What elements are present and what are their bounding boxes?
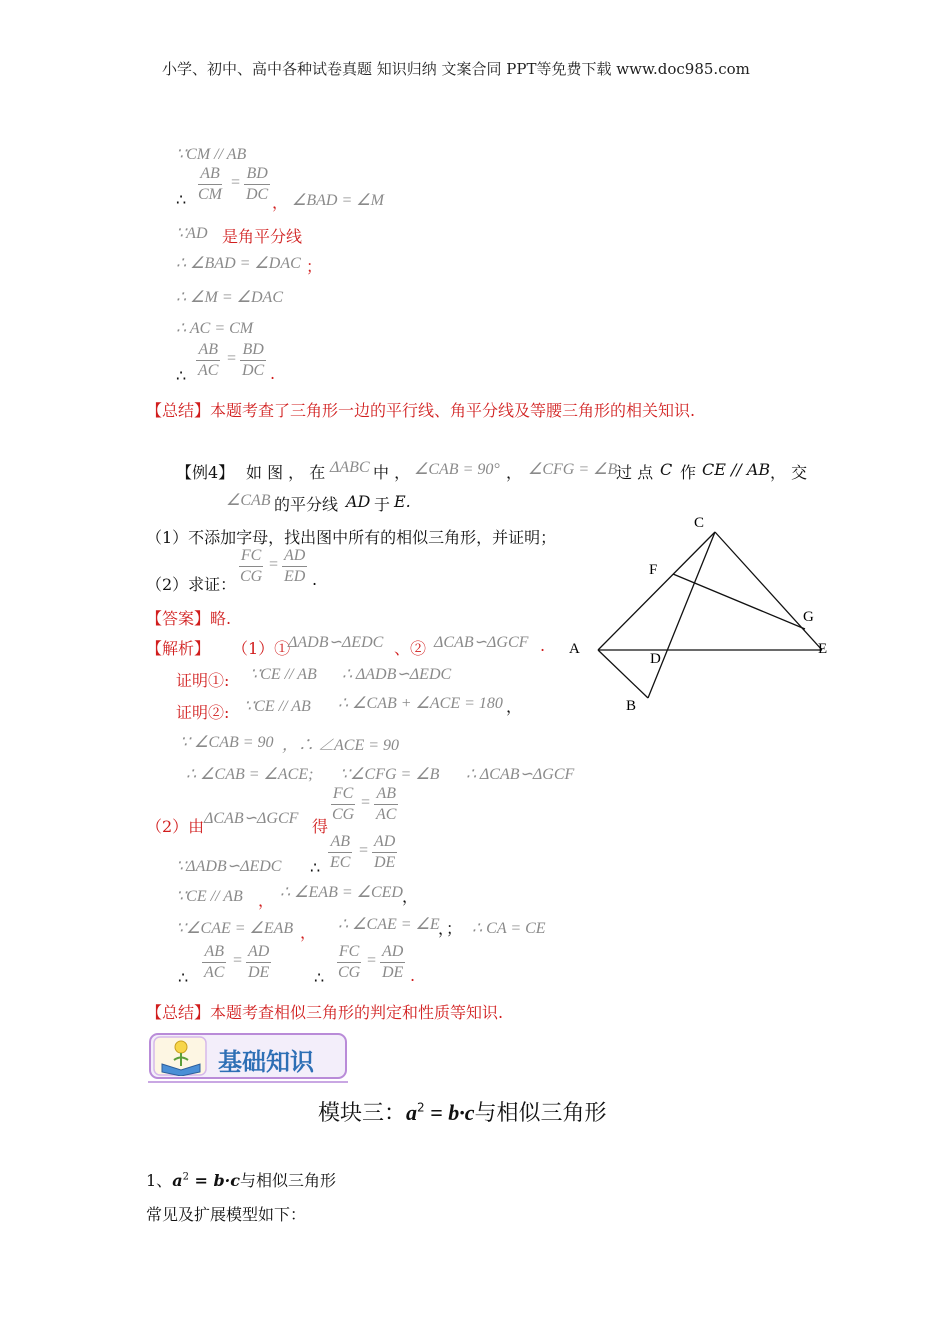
page-header: 小学、初中、高中各种试卷真题 知识归纳 文案合同 PPT等免费下载 www.doc985.com: [162, 60, 750, 78]
analysis-l6a: ∵ΔADB∽ΔEDC: [176, 858, 282, 875]
example-text-2c: AD: [346, 492, 371, 511]
fraction-bd-dc: [244, 164, 270, 205]
fraction-numerator: AD: [246, 942, 271, 963]
fraction-ad-ed: [282, 546, 307, 587]
period: .: [410, 966, 416, 985]
module-formula-rest: = b·c: [424, 1100, 475, 1125]
fraction-denominator: DC: [246, 186, 269, 203]
fraction-denominator: DE: [374, 854, 396, 871]
fraction-numerator: BD: [244, 164, 269, 185]
fraction-ab-ac-3: [202, 942, 226, 983]
period: .: [270, 364, 276, 383]
equals-sign: =: [232, 952, 243, 969]
label-a: A: [569, 641, 580, 657]
proof-line-3b: 是角平分线: [222, 227, 303, 246]
proof-2-label: 证明②:: [176, 703, 230, 722]
example-text-1f: ∠CFG = ∠B: [528, 461, 618, 478]
therefore-symbol: ∴: [176, 190, 187, 209]
analysis-l8b: ，: [300, 923, 317, 942]
proof-line-3a: ∵AD: [176, 225, 208, 242]
analysis-l8c: ∴ ∠CAE = ∠E: [338, 916, 440, 933]
analysis-l4b: ∵∠CFG = ∠B: [340, 766, 440, 783]
proof-line-6: ∴ AC = CM: [176, 320, 254, 337]
proof-line-4b: ；: [306, 257, 323, 276]
fraction-ad-de-3: [380, 942, 405, 983]
label-f: F: [649, 562, 658, 578]
analysis-l7b: ，: [258, 891, 275, 910]
example-text-1a: 如 图 ， 在: [246, 463, 326, 482]
fraction-denominator: ED: [284, 568, 306, 585]
fraction-numerator: BD: [240, 340, 265, 361]
equals-sign: =: [358, 842, 369, 859]
fraction-ab-ac: [196, 340, 220, 381]
fraction-ad-de: [372, 832, 397, 873]
analysis-l8e: ∴ CA = CE: [472, 920, 546, 937]
answer: [146, 606, 231, 629]
therefore-symbol: ∴: [310, 858, 321, 877]
module-suffix: 与相似三角形: [474, 1101, 607, 1126]
comma: ，: [272, 193, 289, 212]
example-text-1j: CE // AB: [702, 460, 771, 479]
fraction-ad-de-2: [246, 942, 271, 983]
fraction-ab-ec: [328, 832, 352, 873]
segment-ce: [715, 532, 822, 650]
label-g: G: [803, 609, 814, 625]
fraction-numerator: AB: [374, 784, 398, 805]
summary-2: 【总结】本题考查相似三角形的判定和性质等知识.: [146, 1003, 504, 1022]
fraction-numerator: AD: [380, 942, 405, 963]
item-1-suffix: 与相似三角形: [239, 1171, 336, 1190]
proof-line-5: ∴ ∠M = ∠DAC: [176, 289, 283, 306]
item-1-sup: 2: [182, 1171, 189, 1183]
banner-text: 基础知识: [218, 1048, 314, 1076]
module-title: [318, 1096, 606, 1127]
equals-sign: =: [226, 350, 237, 367]
therefore-symbol: ∴: [178, 968, 189, 987]
fraction-numerator: FC: [331, 784, 355, 805]
analysis-l4c: ∴ ΔCAB∽ΔGCF: [466, 766, 575, 783]
fraction-fc-cg-2: [330, 784, 356, 825]
summary-1: 【总结】本题考查了三角形一边的平行线、角平分线及等腰三角形的相关知识.: [146, 401, 696, 420]
fraction-numerator: AB: [328, 832, 352, 853]
label-b: B: [626, 698, 637, 714]
fraction-numerator: AB: [198, 164, 222, 185]
fraction-numerator: AD: [372, 832, 397, 853]
fraction-denominator: AC: [376, 806, 397, 823]
fraction-ab-cm: [196, 164, 224, 205]
fraction-denominator: CM: [198, 186, 222, 203]
example-text-1i: 作: [680, 463, 697, 482]
analysis-p1: （1）①: [232, 639, 291, 658]
question-1: （1）不添加字母，找出图中所有的相似三角形，并证明；: [146, 528, 557, 547]
segment-ac: [598, 532, 715, 650]
analysis-p1e: .: [540, 636, 546, 655]
analysis-l7a: ∵CE // AB: [176, 888, 243, 905]
fraction-numerator: AD: [282, 546, 307, 567]
analysis-l8d: ，；: [438, 919, 463, 938]
label-d: D: [650, 651, 661, 667]
segment-cb: [648, 532, 715, 698]
analysis-l7c: ∴ ∠EAB = ∠CED: [280, 884, 403, 901]
item-1-rest: = b·c: [188, 1171, 240, 1190]
example-text-2e: E.: [394, 492, 411, 511]
fraction-denominator: DE: [248, 964, 270, 981]
fraction-numerator: FC: [239, 546, 263, 567]
example-text-2b: 的平分线: [274, 495, 339, 514]
analysis-l3b: ，∴ ∠ACE = 90: [282, 737, 400, 754]
proof-line-4a: ∴ ∠BAD = ∠DAC: [176, 255, 301, 272]
answer-label: 【答案】: [146, 609, 211, 628]
proof-1a: ∵CE // AB: [250, 666, 317, 683]
example-text-1e: ，: [506, 463, 523, 482]
fraction-bd-dc-2: [240, 340, 266, 381]
therefore-symbol: ∴: [176, 366, 187, 385]
proof-2c: ，: [506, 697, 523, 716]
module-formula-sup: 2: [417, 1100, 425, 1115]
label-c: C: [694, 515, 705, 531]
analysis-l4a: ∴ ∠CAB = ∠ACE;: [186, 766, 314, 783]
example-text-1d: ∠CAB = 90°: [414, 461, 500, 478]
fraction-denominator: EC: [330, 854, 351, 871]
analysis-l8a: ∵∠CAE = ∠EAB: [176, 920, 294, 937]
fraction-ab-ac-2: [374, 784, 398, 825]
module-formula-a: a: [406, 1100, 418, 1125]
question-2-end: .: [312, 570, 318, 589]
analysis-p1c: 、②: [394, 639, 427, 658]
analysis-p1d: ΔCAB∽ΔGCF: [434, 634, 529, 651]
equals-sign: =: [366, 952, 377, 969]
example-label: 【例4】: [176, 463, 235, 482]
segment-fg: [673, 574, 805, 629]
item-1-a: a: [172, 1171, 183, 1190]
geometry-figure: [560, 505, 840, 720]
fraction-fc-cg-3: [336, 942, 362, 983]
analysis-l7d: ，: [402, 887, 419, 906]
proof-line-1: ∵CM // AB: [176, 146, 247, 163]
proof-2a: ∵CE // AB: [244, 698, 311, 715]
proof-1-label: 证明①:: [176, 671, 230, 690]
equals-sign: =: [268, 556, 279, 573]
fraction-denominator: AC: [198, 362, 219, 379]
example-text-2d: 于: [374, 495, 391, 514]
item-1-description: 常见及扩展模型如下：: [146, 1205, 307, 1224]
label-e: E: [818, 641, 828, 657]
therefore-symbol: ∴: [314, 968, 325, 987]
analysis-p2: （2）由: [146, 817, 205, 836]
fraction-numerator: AB: [196, 340, 220, 361]
segment-ab: [598, 650, 648, 698]
proof-line-2b: ∠BAD = ∠M: [292, 192, 384, 209]
lightbulb-book-icon: [158, 1038, 204, 1076]
fraction-denominator: AC: [204, 964, 225, 981]
fraction-denominator: CG: [332, 806, 355, 823]
analysis-p2a: ΔCAB∽ΔGCF: [204, 810, 299, 827]
example-text-1g: 过 点: [616, 463, 654, 482]
proof-1b: ∴ ΔADB∽ΔEDC: [342, 666, 452, 683]
equals-sign: =: [230, 174, 241, 191]
example-text-1c: 中 ，: [373, 463, 411, 482]
proof-2b: ∴ ∠CAB + ∠ACE = 180: [338, 695, 503, 712]
analysis-l3a: ∵ ∠CAB = 90: [180, 734, 274, 751]
module-prefix: 模块三：: [318, 1101, 407, 1126]
fraction-fc-cg: [238, 546, 264, 587]
example-text-1k: ， 交: [770, 463, 808, 482]
example-text-1h: C: [660, 460, 673, 479]
fraction-numerator: AB: [202, 942, 226, 963]
basic-knowledge-banner: [148, 1032, 348, 1084]
equals-sign: =: [360, 794, 371, 811]
item-1: [146, 1168, 336, 1191]
example-text-1b: ΔABC: [330, 459, 370, 476]
analysis-p2b: 得: [312, 817, 329, 836]
fraction-denominator: CG: [338, 964, 361, 981]
item-1-prefix: 1、: [146, 1171, 173, 1190]
answer-text: 略.: [210, 609, 232, 628]
question-2: （2）求证：: [146, 575, 237, 594]
analysis-p1b: ΔADB∽ΔEDC: [288, 634, 384, 651]
fraction-denominator: DC: [242, 362, 265, 379]
fraction-denominator: CG: [240, 568, 263, 585]
fraction-denominator: DE: [382, 964, 404, 981]
example-text-2a: ∠CAB: [226, 492, 271, 509]
analysis-label: 【解析】: [146, 639, 211, 658]
fraction-numerator: FC: [337, 942, 361, 963]
